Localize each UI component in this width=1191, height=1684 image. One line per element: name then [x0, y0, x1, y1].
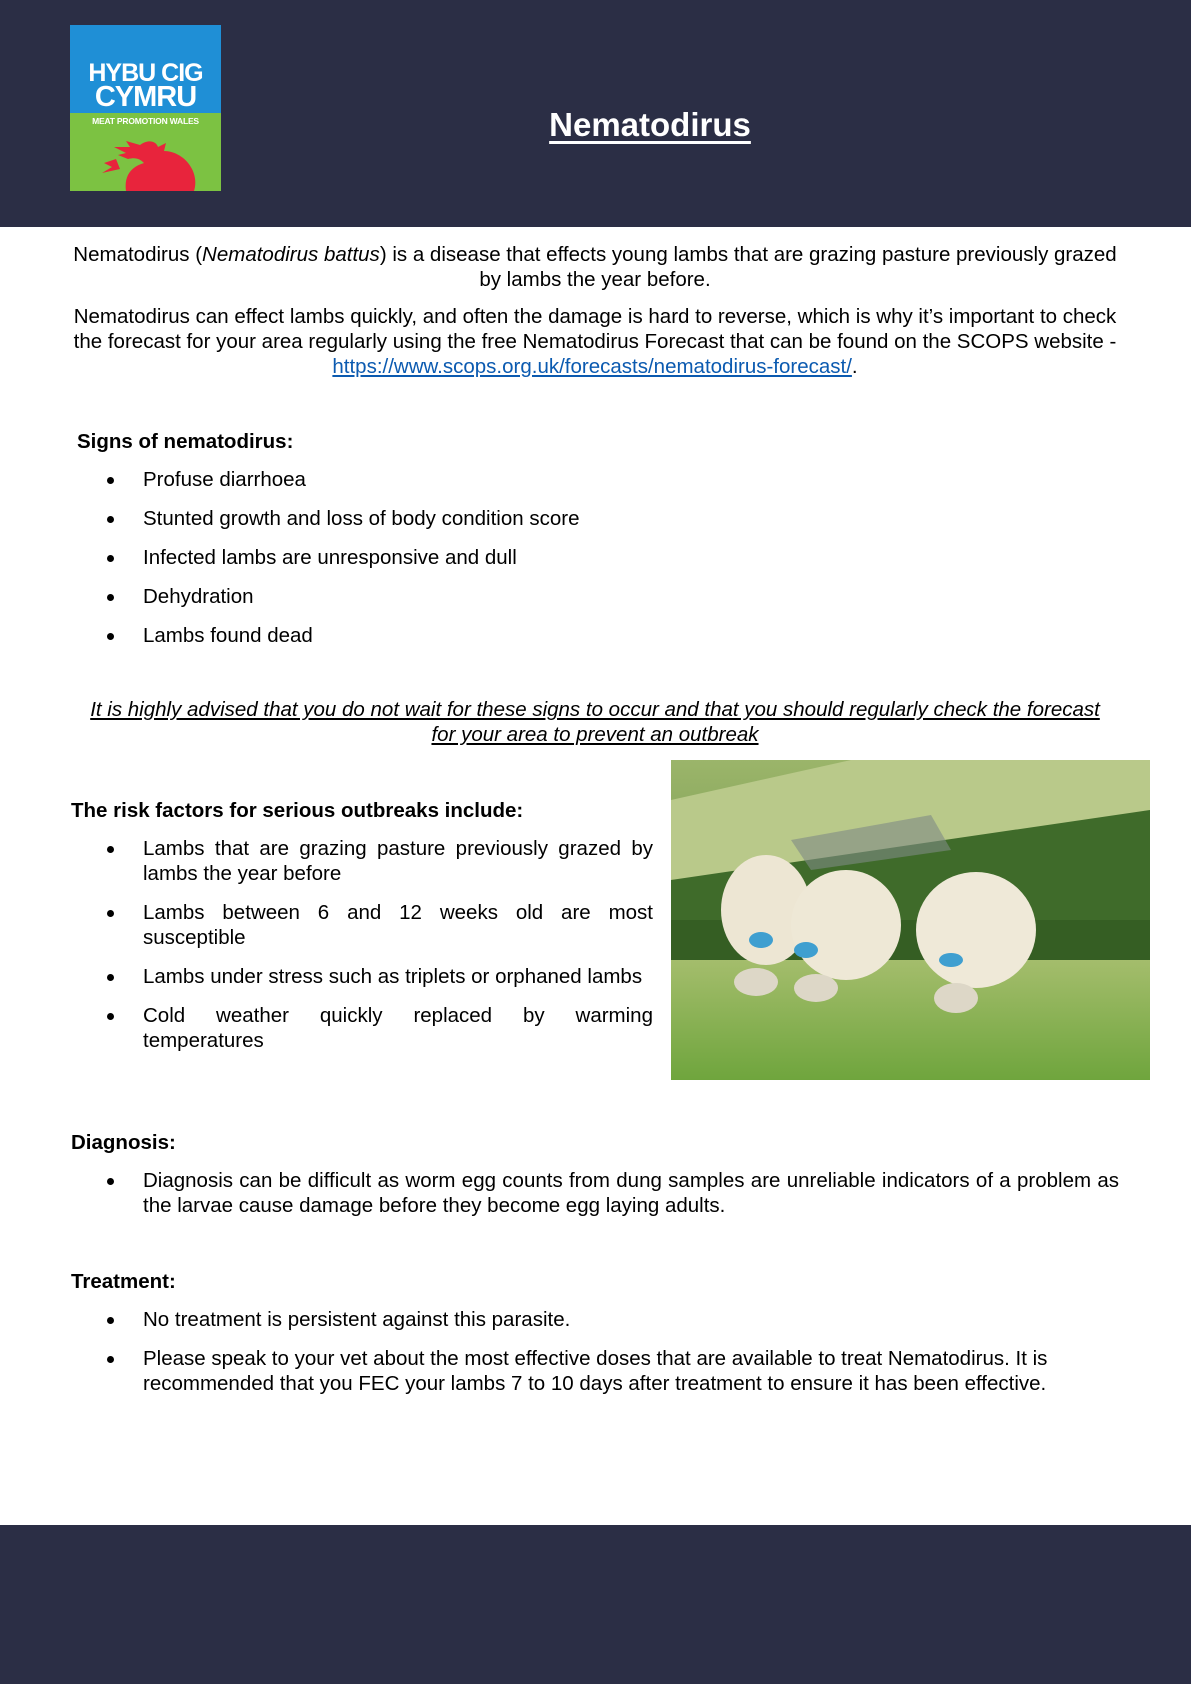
- bullet-icon: [107, 974, 114, 981]
- bullet-icon: [107, 846, 114, 853]
- species-name: Nematodirus battus: [202, 243, 380, 266]
- bullet-icon: [107, 594, 114, 601]
- intro-paragraph-1: Nematodirus (Nematodirus battus) is a disease that effects young lambs that are grazing pasture previously grazed by lambs the year before.: [73, 243, 1117, 291]
- list-item: Infected lambs are unresponsive and dull: [107, 545, 707, 570]
- photo-illustration: [671, 760, 1150, 1080]
- list-item: Profuse diarrhoea: [107, 467, 707, 492]
- page-title: Nematodirus: [549, 106, 751, 143]
- risk-factors-list: [107, 836, 653, 1067]
- advice-note: It is highly advised that you do not wait for these signs to occur and that you should regularly check the forecast for your area to prevent an outbreak: [90, 698, 1100, 746]
- list-item: Lambs found dead: [107, 623, 707, 648]
- treatment-heading: Treatment:: [71, 1270, 176, 1293]
- page-footer: [0, 1525, 1191, 1684]
- list-item: Lambs under stress such as triplets or orphaned lambs: [107, 964, 653, 989]
- logo-text-line1: HYBU CIG: [88, 59, 203, 87]
- list-item: Lambs that are grazing pasture previously grazed by lambs the year before: [107, 836, 653, 886]
- list-item: Dehydration: [107, 584, 707, 609]
- list-item: Lambs between 6 and 12 weeks old are most susceptible: [107, 900, 653, 950]
- bullet-icon: [107, 910, 114, 917]
- bullet-icon: [107, 477, 114, 484]
- list-item: No treatment is persistent against this parasite.: [107, 1307, 1119, 1332]
- bullet-icon: [107, 1178, 114, 1185]
- bullet-icon: [107, 1013, 114, 1020]
- list-item: Cold weather quickly replaced by warming temperatures: [107, 1003, 653, 1053]
- three-lambs-grazing-photo: [671, 760, 1150, 1080]
- bullet-icon: [107, 1317, 114, 1324]
- scops-forecast-link[interactable]: https://www.scops.org.uk/forecasts/nematodirus-forecast/: [332, 355, 852, 378]
- bullet-icon: [107, 516, 114, 523]
- diagnosis-list: [107, 1168, 1119, 1218]
- signs-list: [107, 467, 707, 662]
- treatment-list: [107, 1307, 1119, 1410]
- list-item: Please speak to your vet about the most effective doses that are available to treat Nematodirus. It is recommended that you FEC your lambs 7 to 10 days after treatment to ensure it has been effective.: [107, 1346, 1119, 1396]
- page-header: [0, 0, 1191, 227]
- bullet-icon: [107, 555, 114, 562]
- risk-factors-heading: The risk factors for serious outbreaks include:: [71, 799, 524, 822]
- logo-text-line2: CYMRU: [94, 81, 197, 113]
- bullet-icon: [107, 633, 114, 640]
- intro-paragraph-2: Nematodirus can effect lambs quickly, and often the damage is hard to reverse, which is why it’s important to check the forecast for your area regularly using the free Nematodirus Forecast that can be found on the SCOPS website - https://www.scops.org.uk/forecasts/nematodirus-forecast/.: [73, 305, 1117, 378]
- list-item: Diagnosis can be difficult as worm egg counts from dung samples are unreliable indicators of a problem as the larvae cause damage before they become egg laying adults.: [107, 1168, 1119, 1218]
- list-item: Stunted growth and loss of body condition score: [107, 506, 707, 531]
- diagnosis-heading: Diagnosis:: [71, 1131, 176, 1154]
- signs-heading: Signs of nematodirus:: [77, 430, 294, 453]
- logo-tagline: MEAT PROMOTION WALES: [92, 116, 199, 126]
- bullet-icon: [107, 1356, 114, 1363]
